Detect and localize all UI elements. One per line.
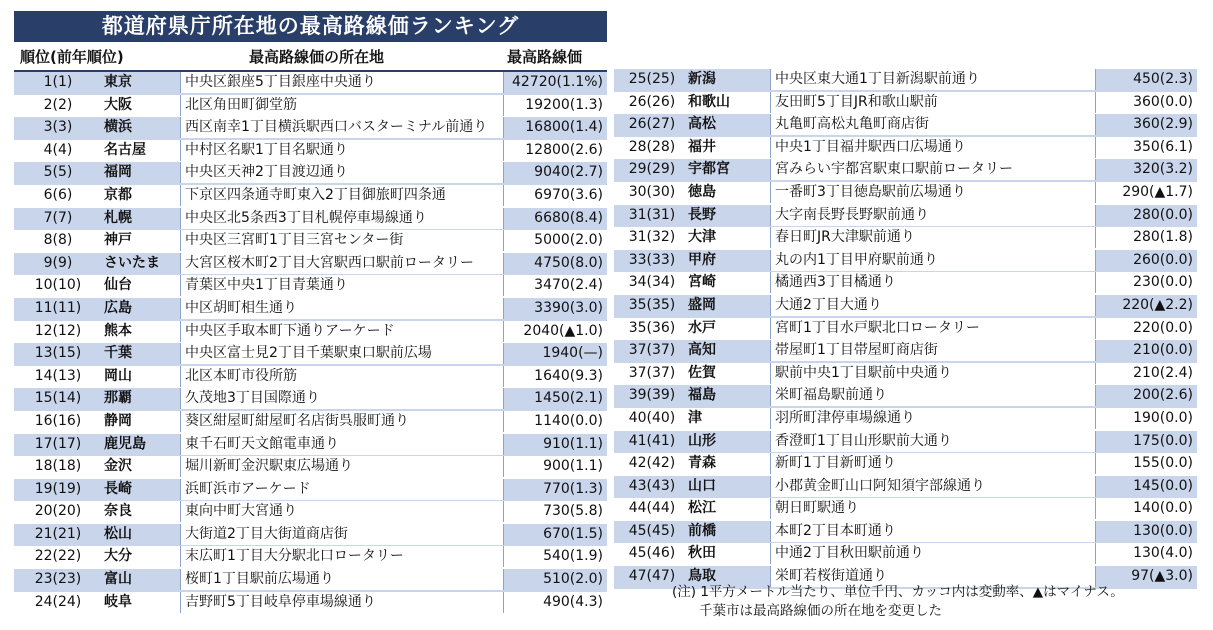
rank-cell: 3(3) — [43, 119, 73, 136]
rank-cell: 34(34) — [628, 274, 676, 291]
table-row — [14, 117, 607, 140]
city-cell: 福島 — [688, 387, 716, 404]
rank-cell: 35(35) — [628, 296, 676, 313]
city-cell: 横浜 — [104, 119, 132, 136]
rank-cell: 35(36) — [628, 319, 676, 336]
city-cell: 仙台 — [104, 277, 132, 294]
location-cell: 久茂地3丁目国際通り — [180, 388, 504, 409]
location-cell: 新町1丁目新町通り — [770, 453, 1096, 474]
location-cell: 大街道2丁目大街道商店街 — [180, 524, 504, 545]
price-cell: 3470(2.4) — [534, 277, 603, 294]
rank-cell: 10(10) — [34, 277, 82, 294]
rank-cell: 5(5) — [43, 164, 73, 181]
table-row — [14, 162, 607, 185]
location-cell: 帯屋町1丁目帯屋町商店街 — [770, 340, 1096, 361]
price-cell: 12800(2.6) — [525, 141, 603, 158]
price-cell: 19200(1.3) — [525, 96, 603, 113]
city-cell: 金沢 — [104, 458, 132, 475]
city-cell: 水戸 — [688, 319, 716, 336]
location-cell: 中央区銀座5丁目銀座中央通り — [180, 72, 504, 93]
table-row — [614, 92, 1197, 115]
table-row — [614, 182, 1197, 205]
header-location: 最高路線価の所在地 — [249, 48, 385, 66]
price-cell: 910(1.1) — [543, 435, 603, 452]
price-cell: 730(5.8) — [543, 503, 603, 520]
price-cell: 6680(8.4) — [534, 209, 603, 226]
city-cell: 松江 — [688, 500, 716, 517]
rank-cell: 31(31) — [628, 206, 676, 223]
location-cell: 東向中町大宮通り — [180, 501, 504, 522]
price-cell: 510(2.0) — [543, 571, 603, 588]
city-cell: 大津 — [688, 229, 716, 246]
rank-cell: 42(42) — [628, 455, 676, 472]
city-cell: 高知 — [688, 342, 716, 359]
location-cell: 春日町JR大津駅前通り — [770, 227, 1096, 248]
table-row — [14, 275, 607, 298]
price-cell: 490(4.3) — [543, 593, 603, 610]
city-cell: 福井 — [688, 138, 716, 155]
table-row — [14, 321, 607, 344]
location-cell: 浜町浜市アーケード — [180, 479, 504, 500]
price-cell: 1640(9.3) — [534, 367, 603, 384]
price-cell: 42720(1.1%) — [511, 74, 603, 90]
rank-cell: 31(32) — [628, 229, 676, 246]
city-cell: 東京 — [104, 74, 132, 90]
city-cell: 静岡 — [104, 412, 132, 429]
table-row — [614, 385, 1197, 408]
location-cell: 栄町福島駅前通り — [770, 385, 1096, 406]
location-cell: 中央区手取本町下通りアーケード — [180, 321, 504, 342]
location-cell: 桜町1丁目駅前広場通り — [180, 569, 504, 590]
table-row — [14, 253, 607, 276]
price-cell: 320(3.2) — [1133, 161, 1193, 178]
city-cell: 京都 — [104, 186, 132, 203]
price-cell: 260(0.0) — [1133, 251, 1193, 268]
rank-cell: 12(12) — [34, 322, 82, 339]
ranking-table-right — [614, 69, 1197, 589]
table-row — [614, 521, 1197, 544]
location-cell: 中央区北5条西3丁目札幌停車場線通り — [180, 208, 504, 229]
rank-cell: 33(33) — [628, 251, 676, 268]
city-cell: 札幌 — [104, 209, 132, 226]
price-cell: 97(▲3.0) — [1131, 568, 1193, 585]
table-row — [14, 456, 607, 479]
footnote — [672, 583, 1192, 621]
price-cell: 540(1.9) — [543, 548, 603, 565]
rank-cell: 8(8) — [43, 232, 73, 249]
table-row — [14, 524, 607, 547]
city-cell: 那覇 — [104, 390, 132, 407]
location-cell: 大字南長野長野駅前通り — [770, 205, 1096, 226]
city-cell: 岡山 — [104, 367, 132, 384]
price-cell: 360(2.9) — [1133, 116, 1193, 133]
price-cell: 2040(▲1.0) — [523, 322, 603, 339]
location-cell: 東千石町天文館電車通り — [180, 434, 504, 455]
rank-cell: 1(1) — [43, 74, 73, 90]
location-cell: 丸亀町高松丸亀町商店街 — [770, 114, 1096, 135]
location-cell: 丸の内1丁目甲府駅前通り — [770, 250, 1096, 271]
rank-cell: 28(28) — [628, 138, 676, 155]
price-cell: 290(▲1.7) — [1122, 183, 1193, 200]
table-header — [14, 44, 607, 72]
rank-cell: 23(23) — [34, 571, 82, 588]
city-cell: 松山 — [104, 525, 132, 542]
table-row — [614, 250, 1197, 273]
location-cell: 小郡黄金町山口阿知須宇部線通り — [770, 476, 1096, 497]
table-row — [14, 501, 607, 524]
table-row — [614, 543, 1197, 566]
price-cell: 450(2.3) — [1133, 71, 1193, 87]
city-cell: 福岡 — [104, 164, 132, 181]
table-row — [614, 295, 1197, 318]
footnote-line-1: (注) 1平方メートル当たり、単位千円、カッコ内は変動率、▲はマイナス。 — [672, 584, 1124, 600]
location-cell: 中村区名駅1丁目名駅通り — [180, 140, 504, 161]
city-cell: 千葉 — [104, 345, 132, 362]
city-cell: 山形 — [688, 432, 716, 449]
location-cell: 一番町3丁目徳島駅前広場通り — [770, 182, 1096, 203]
location-cell: 中央1丁目福井駅西口広場通り — [770, 137, 1096, 158]
rank-cell: 43(43) — [628, 477, 676, 494]
price-cell: 670(1.5) — [543, 525, 603, 542]
location-cell: 堀川新町金沢駅東広場通り — [180, 456, 504, 477]
table-row — [14, 185, 607, 208]
table-row — [614, 137, 1197, 160]
price-cell: 770(1.3) — [543, 480, 603, 497]
location-cell: 駅前中央1丁目駅前中央通り — [770, 363, 1096, 384]
rank-cell: 9(9) — [43, 254, 73, 271]
price-cell: 200(2.6) — [1133, 387, 1193, 404]
city-cell: 広島 — [104, 299, 132, 316]
city-cell: 盛岡 — [688, 296, 716, 313]
location-cell: 青葉区中央1丁目青葉通り — [180, 275, 504, 296]
location-cell: 香澄町1丁目山形駅前大通り — [770, 431, 1096, 452]
city-cell: 秋田 — [688, 545, 716, 562]
rank-cell: 21(21) — [34, 525, 82, 542]
table-row — [614, 340, 1197, 363]
table-row — [14, 434, 607, 457]
table-row — [14, 298, 607, 321]
city-cell: 長崎 — [104, 480, 132, 497]
table-row — [14, 411, 607, 434]
rank-cell: 13(15) — [34, 345, 82, 362]
city-cell: 富山 — [104, 571, 132, 588]
city-cell: 宮崎 — [688, 274, 716, 291]
location-cell: 北区角田町御堂筋 — [180, 95, 504, 116]
rank-cell: 26(26) — [628, 93, 676, 110]
city-cell: 甲府 — [688, 251, 716, 268]
rank-cell: 2(2) — [43, 96, 73, 113]
rank-cell: 18(18) — [34, 458, 82, 475]
rank-cell: 11(11) — [34, 299, 82, 316]
table-row — [614, 318, 1197, 341]
price-cell: 155(0.0) — [1133, 455, 1193, 472]
price-cell: 230(0.0) — [1133, 274, 1193, 291]
price-cell: 900(1.1) — [543, 458, 603, 475]
rank-cell: 15(14) — [34, 390, 82, 407]
city-cell: さいたま — [104, 254, 160, 271]
city-cell: 津 — [688, 409, 702, 426]
rank-cell: 44(44) — [628, 500, 676, 517]
city-cell: 高松 — [688, 116, 716, 133]
table-row — [614, 431, 1197, 454]
price-cell: 3390(3.0) — [534, 299, 603, 316]
price-cell: 1940(—) — [542, 345, 603, 362]
table-row — [614, 159, 1197, 182]
price-cell: 210(0.0) — [1133, 342, 1193, 359]
location-cell: 宮みらい宇都宮駅東口駅前ロータリー — [770, 159, 1096, 180]
location-cell: 中区胡町相生通り — [180, 298, 504, 319]
table-row — [14, 140, 607, 163]
location-cell: 中央区三宮町1丁目三宮センター街 — [180, 230, 504, 251]
location-cell: 朝日町駅通り — [770, 498, 1096, 519]
page-title: 都道府県庁所在地の最高路線価ランキング — [14, 11, 607, 42]
rank-cell: 39(39) — [628, 387, 676, 404]
price-cell: 5000(2.0) — [534, 232, 603, 249]
table-row — [14, 388, 607, 411]
city-cell: 鳥取 — [688, 568, 716, 585]
price-cell: 6970(3.6) — [534, 186, 603, 203]
city-cell: 長野 — [688, 206, 716, 223]
city-cell: 鹿児島 — [104, 435, 146, 452]
location-cell: 宮町1丁目水戸駅北口ロータリー — [770, 318, 1096, 339]
location-cell: 大宮区桜木町2丁目大宮駅西口駅前ロータリー — [180, 253, 504, 274]
table-row — [14, 72, 607, 95]
table-row — [614, 498, 1197, 521]
city-cell: 岐阜 — [104, 593, 132, 610]
rank-cell: 25(25) — [628, 71, 676, 87]
city-cell: 神戸 — [104, 232, 132, 249]
city-cell: 和歌山 — [688, 93, 730, 110]
price-cell: 9040(2.7) — [534, 164, 603, 181]
table-row — [614, 114, 1197, 137]
city-cell: 宇都宮 — [688, 161, 730, 178]
rank-cell: 37(37) — [628, 342, 676, 359]
price-cell: 350(6.1) — [1133, 138, 1193, 155]
location-cell: 本町2丁目本町通り — [770, 521, 1096, 542]
table-row — [614, 453, 1197, 476]
price-cell: 280(1.8) — [1133, 229, 1193, 246]
header-price: 最高路線価 — [507, 48, 583, 66]
rank-cell: 24(24) — [34, 593, 82, 610]
location-cell: 中央区天神2丁目渡辺通り — [180, 162, 504, 183]
location-cell: 羽所町津停車場線通り — [770, 408, 1096, 429]
city-cell: 新潟 — [688, 71, 716, 87]
table-row — [14, 546, 607, 569]
location-cell: 大通2丁目大通り — [770, 295, 1096, 316]
city-cell: 山口 — [688, 477, 716, 494]
table-row — [614, 272, 1197, 295]
table-row — [614, 205, 1197, 228]
price-cell: 140(0.0) — [1133, 500, 1193, 517]
rank-cell: 19(19) — [34, 480, 82, 497]
table-row — [614, 227, 1197, 250]
footnote-line-2: 千葉市は最高路線価の所在地を変更した — [699, 603, 942, 619]
rank-cell: 26(27) — [628, 116, 676, 133]
price-cell: 210(2.4) — [1133, 364, 1193, 381]
rank-cell: 4(4) — [43, 141, 73, 158]
rank-cell: 7(7) — [43, 209, 73, 226]
price-cell: 1450(2.1) — [534, 390, 603, 407]
location-cell: 末広町1丁目大分駅北口ロータリー — [180, 546, 504, 567]
city-cell: 名古屋 — [104, 141, 146, 158]
price-cell: 130(0.0) — [1133, 522, 1193, 539]
price-cell: 4750(8.0) — [534, 254, 603, 271]
rank-cell: 37(37) — [628, 364, 676, 381]
price-cell: 190(0.0) — [1133, 409, 1193, 426]
table-row — [14, 592, 607, 615]
location-cell: 下京区四条通寺町東入2丁目御旅町四条通 — [180, 185, 504, 206]
location-cell: 中央区富士見2丁目千葉駅東口駅前広場 — [180, 343, 504, 364]
price-cell: 280(0.0) — [1133, 206, 1193, 223]
rank-cell: 40(40) — [628, 409, 676, 426]
table-row — [14, 95, 607, 118]
city-cell: 大分 — [104, 548, 132, 565]
price-cell: 145(0.0) — [1133, 477, 1193, 494]
location-cell: 葵区紺屋町紺屋町名店街呉服町通り — [180, 411, 504, 432]
rank-cell: 14(13) — [34, 367, 82, 384]
rank-cell: 6(6) — [43, 186, 73, 203]
table-row — [14, 366, 607, 389]
rank-cell: 20(20) — [34, 503, 82, 520]
city-cell: 奈良 — [104, 503, 132, 520]
table-row — [14, 479, 607, 502]
table-row — [14, 343, 607, 366]
table-row — [614, 476, 1197, 499]
location-cell: 北区本町市役所筋 — [180, 366, 504, 387]
price-cell: 1140(0.0) — [534, 412, 603, 429]
city-cell: 徳島 — [688, 183, 716, 200]
location-cell: 橘通西3丁目橘通り — [770, 272, 1096, 293]
location-cell: 中通2丁目秋田駅前通り — [770, 543, 1096, 564]
table-row — [614, 69, 1197, 92]
table-row — [14, 569, 607, 592]
rank-cell: 30(30) — [628, 183, 676, 200]
rank-cell: 22(22) — [34, 548, 82, 565]
ranking-table-left — [14, 72, 607, 614]
location-cell: 吉野町5丁目岐阜停車場線通り — [180, 592, 504, 613]
rank-cell: 41(41) — [628, 432, 676, 449]
price-cell: 360(0.0) — [1133, 93, 1193, 110]
city-cell: 佐賀 — [688, 364, 716, 381]
table-row — [614, 363, 1197, 386]
table-row — [14, 208, 607, 231]
table-row — [14, 230, 607, 253]
rank-cell: 45(46) — [628, 545, 676, 562]
table-row — [614, 408, 1197, 431]
price-cell: 220(0.0) — [1133, 319, 1193, 336]
city-cell: 熊本 — [104, 322, 132, 339]
price-cell: 16800(1.4) — [525, 119, 603, 136]
location-cell: 西区南幸1丁目横浜駅西口バスターミナル前通り — [180, 117, 504, 138]
city-cell: 前橋 — [688, 522, 716, 539]
city-cell: 大阪 — [104, 96, 132, 113]
header-rank: 順位(前年順位) — [20, 48, 124, 66]
city-cell: 青森 — [688, 455, 716, 472]
rank-cell: 47(47) — [628, 568, 676, 585]
price-cell: 175(0.0) — [1133, 432, 1193, 449]
location-cell: 栄町若桜街道通り — [770, 566, 1096, 587]
rank-cell: 45(45) — [628, 522, 676, 539]
price-cell: 220(▲2.2) — [1122, 296, 1193, 313]
price-cell: 130(4.0) — [1133, 545, 1193, 562]
location-cell: 中央区東大通1丁目新潟駅前通り — [770, 69, 1096, 90]
rank-cell: 29(29) — [628, 161, 676, 178]
rank-cell: 17(17) — [34, 435, 82, 452]
rank-cell: 16(16) — [34, 412, 82, 429]
location-cell: 友田町5丁目JR和歌山駅前 — [770, 92, 1096, 113]
